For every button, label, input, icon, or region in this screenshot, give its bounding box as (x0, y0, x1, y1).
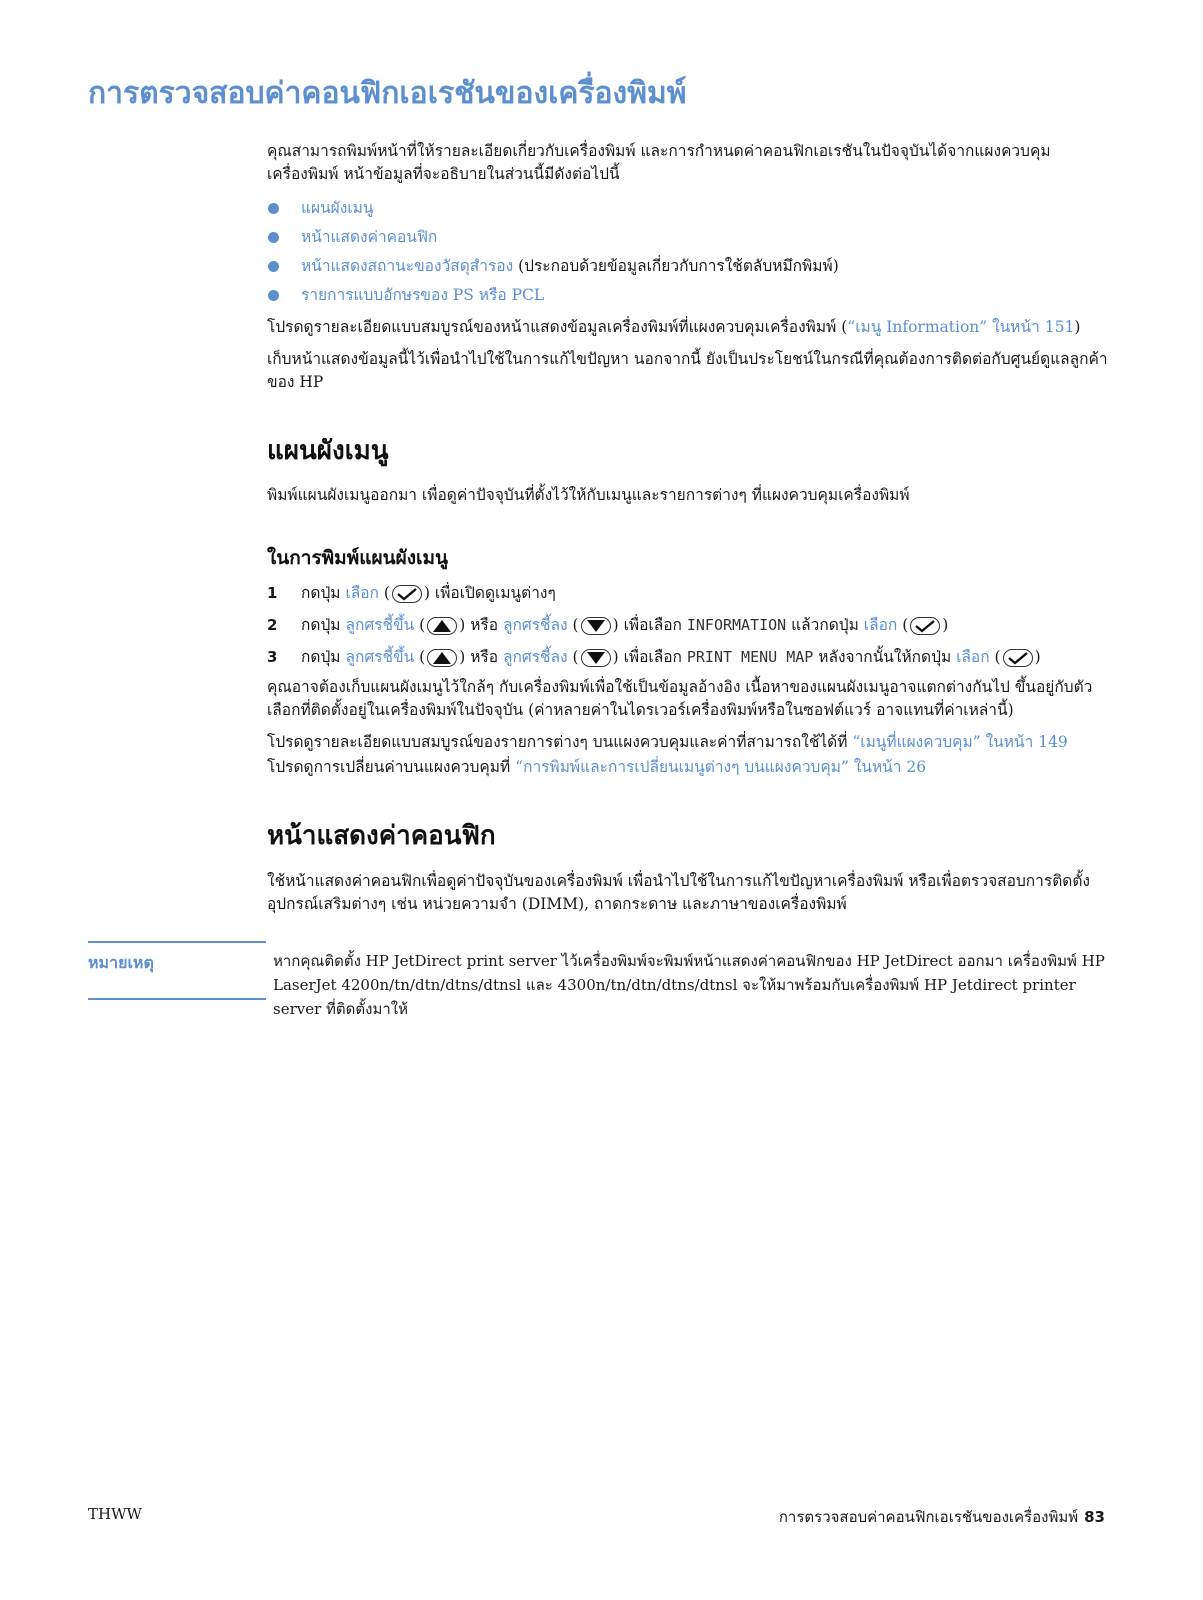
config-page-description: ใช้หน้าแสดงค่าคอนฟิกเพื่อดูค่าปัจจุบันของเครื่องพิมพ์ เพื่อนำไปใช้ในการแก้ไขปัญหาเครื่องพิมพ์ หรือเพื่อตรวจสอบการติดตั้งอุปกรณ์เสริมต่างๆ เช่น หน่วยความจำ (DIMM), ถาดกระดาษ และภาษาของเครื่องพิมพ์ (267, 872, 1090, 913)
down-triangle-icon (581, 617, 611, 635)
footer-left: THWW (88, 1505, 142, 1523)
step-item: 1 กดปุ่ม เลือก ( ) เพื่อเปิดดูเมนูต่างๆ (267, 580, 1112, 612)
bullet-dot-icon (268, 261, 279, 272)
link-supplies-status-page[interactable]: หน้าแสดงสถานะของวัสดุสำรอง (301, 257, 514, 275)
info-pages-list (267, 194, 1112, 310)
note-divider-bottom (88, 998, 266, 1000)
reference-text: โปรดดูรายละเอียดแบบสมบูรณ์ของรายการต่างๆ บนแผงควบคุมและค่าที่สามารถใช้ได้ที่ (267, 733, 853, 751)
step-text: หรือ (470, 648, 499, 666)
down-triangle-icon (581, 649, 611, 667)
link-change-menus[interactable]: “การพิมพ์และการเปลี่ยนเมนูต่างๆ บนแผงควบคุม” ในหน้า 26 (515, 758, 927, 776)
link-select-button[interactable]: เลือก (863, 616, 898, 634)
change-settings-reference (267, 756, 1112, 779)
step-text: กดปุ่ม (301, 648, 341, 666)
info-keep-paragraph: เก็บหน้าแสดงข้อมูลนี้ไว้เพื่อนำไปใช้ในการแก้ไขปัญหา นอกจากนี้ ยังเป็นประโยชน์ในกรณีที่คุณต้องการติดต่อกับศูนย์ดูแลลูกค้าของ HP (267, 350, 1108, 391)
step-text: หรือ (470, 616, 499, 634)
step-text: หลังจากนั้นให้กดปุ่ม (818, 648, 952, 666)
link-menu-map[interactable]: แผนผังเมนู (301, 199, 374, 217)
step-number: 2 (267, 616, 278, 634)
step-text: กดปุ่ม (301, 584, 341, 602)
info-reference (267, 316, 1112, 339)
step-number: 1 (267, 584, 278, 602)
info-reference-close: ) (1074, 318, 1081, 336)
checkmark-icon (1003, 649, 1033, 667)
menu-item-code: INFORMATION (686, 616, 787, 634)
step-text: เพื่อเปิดดูเมนูต่างๆ (434, 584, 556, 602)
list-item (267, 281, 1112, 310)
page-title: การตรวจสอบค่าคอนฟิกเอเรชันของเครื่องพิมพ์ (88, 76, 687, 111)
footer-section-title: การตรวจสอบค่าคอนฟิกเอเรชันของเครื่องพิมพ์ (778, 1508, 1079, 1526)
intro-paragraph: คุณสามารถพิมพ์หน้าที่ให้รายละเอียดเกี่ยวกับเครื่องพิมพ์ และการกำหนดค่าคอนฟิกเอเรชันในปัจจุบันได้จากแผงควบคุมเครื่องพิมพ์ หน้าข้อมูลที่จะอธิบายในส่วนนี้มีดังต่อไปนี้ (267, 142, 1051, 183)
step-text: แล้วกดปุ่ม (791, 616, 859, 634)
link-down-arrow-button[interactable]: ลูกศรชี้ลง (502, 616, 568, 634)
link-up-arrow-button[interactable]: ลูกศรชี้ขึ้น (345, 616, 415, 634)
note-divider-top (88, 941, 266, 943)
list-item (267, 223, 1112, 252)
bullet-dot-icon (268, 232, 279, 243)
config-page-heading: หน้าแสดงค่าคอนฟิก (267, 821, 496, 851)
link-information-menu[interactable]: “เมนู Information” ในหน้า 151 (847, 318, 1075, 336)
link-down-arrow-button[interactable]: ลูกศรชี้ลง (502, 648, 568, 666)
up-triangle-icon (427, 649, 457, 667)
reference-text: โปรดดูการเปลี่ยนค่าบนแผงควบคุมที่ (267, 758, 516, 776)
link-font-list[interactable]: รายการแบบอักษรของ PS หรือ PCL (301, 286, 545, 304)
step-text: เพื่อเลือก (623, 648, 682, 666)
menu-map-description: พิมพ์แผนผังเมนูออกมา เพื่อดูค่าปัจจุบันที่ตั้งไว้ให้กับเมนูและรายการต่างๆ ที่แผงควบคุมเครื่องพิมพ์ (267, 486, 910, 504)
checkmark-icon (392, 585, 422, 603)
step-text: กดปุ่ม (301, 616, 341, 634)
note-text: หากคุณติดตั้ง HP JetDirect print server ไว้เครื่องพิมพ์จะพิมพ์หน้าแสดงค่าคอนฟิกของ HP JetDirect ออกมา เครื่องพิมพ์ HP LaserJet 4200n/tn/dtn/dtns/dtnsl และ 4300n/tn/dtn/dtns/dtnsl จะให้มาพร้อมกับเครื่องพิมพ์ HP Jetdirect printer server ที่ติดตั้งมาให้ (273, 952, 1105, 1018)
link-config-page[interactable]: หน้าแสดงค่าคอนฟิก (301, 228, 438, 246)
link-select-button[interactable]: เลือก (956, 648, 990, 666)
steps-list (267, 580, 1112, 676)
step-item: 3 กดปุ่ม ลูกศรชี้ขึ้น ( ) หรือ ลูกศรชี้ลง ( ) เพื่อเลือก PRINT MENU MAP หลังจากนั้นให้กดปุ่ม เลือก ( ) (267, 644, 1112, 676)
bullet-dot-icon (268, 290, 279, 301)
menu-map-keep-paragraph: คุณอาจต้องเก็บแผนผังเมนูไว้ใกล้ๆ กับเครื่องพิมพ์เพื่อใช้เป็นข้อมูลอ้างอิง เนื้อหาของแผนผังเมนูอาจแตกต่างกันไป ขึ้นอยู่กับตัวเลือกที่ติดตั้งอยู่ในเครื่องพิมพ์ในปัจจุบัน (ค่าหลายค่าในไดรเวอร์เครื่องพิมพ์หรือในซอฟต์แวร์ อาจแทนที่ค่าเหล่านี้) (267, 678, 1093, 719)
list-item-text: (ประกอบด้วยข้อมูลเกี่ยวกับการใช้ตลับหมึกพิมพ์) (513, 257, 839, 275)
list-item (267, 252, 1112, 281)
step-text: เพื่อเลือก (623, 616, 682, 634)
bullet-dot-icon (268, 203, 279, 214)
print-menu-map-subheading: ในการพิมพ์แผนผังเมนู (267, 547, 449, 569)
step-item: 2 กดปุ่ม ลูกศรชี้ขึ้น ( ) หรือ ลูกศรชี้ลง ( ) เพื่อเลือก INFORMATION แล้วกดปุ่ม เลือก ( ) (267, 612, 1112, 644)
link-up-arrow-button[interactable]: ลูกศรชี้ขึ้น (345, 648, 415, 666)
page-number: 83 (1084, 1508, 1105, 1526)
link-select-button[interactable]: เลือก (345, 584, 379, 602)
checkmark-icon (910, 617, 940, 635)
link-control-panel-menus[interactable]: “เมนูที่แผงควบคุม” ในหน้า 149 (852, 733, 1068, 751)
menu-item-code: PRINT MENU MAP (686, 648, 814, 666)
up-triangle-icon (427, 617, 457, 635)
list-item (267, 194, 1112, 223)
control-panel-reference (267, 731, 1112, 754)
step-number: 3 (267, 648, 278, 666)
note-label: หมายเหตุ (88, 953, 154, 972)
info-reference-text: โปรดดูรายละเอียดแบบสมบูรณ์ของหน้าแสดงข้อมูลเครื่องพิมพ์ที่แผงควบคุมเครื่องพิมพ์ ( (267, 318, 848, 336)
footer-right (779, 1505, 1105, 1529)
menu-map-heading: แผนผังเมนู (267, 436, 389, 466)
